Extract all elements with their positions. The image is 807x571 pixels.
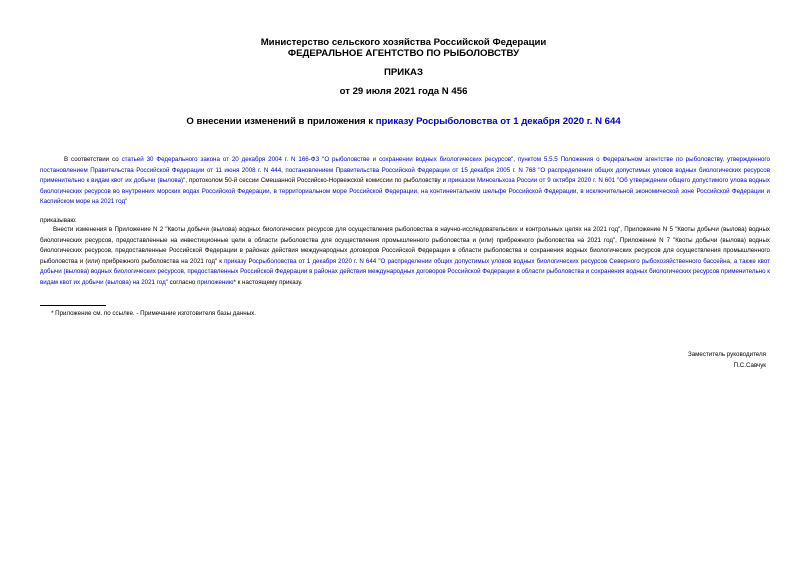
footnote-divider xyxy=(40,305,106,306)
preamble-text-2: , xyxy=(513,156,518,163)
order-text-2: согласно xyxy=(167,278,198,286)
document-type: ПРИКАЗ xyxy=(384,67,423,78)
signatory-position: Заместитель руководителя xyxy=(687,351,766,358)
document-subject xyxy=(0,116,807,128)
order-text-1: Внести изменения в Приложение N 2 "Квоты добычи (вылова) водных биологических ресурсов для осуществления рыболовства в научно-исследовательских и контрольных целях на 2021 год", Приложение N 5 "Квоты добычи (вылова) водных биологических ресурсов, предоставленные на инвестиционные цели в области рыболовства для осуществления промышленного рыболовства и (или) прибрежного рыболовства на 2021 год", Приложение N 7 "Квоты добычи (вылова) водных биологических ресурсов, предоставленные Российской Федерации в районах действия международных договоров Российской Федерации в области рыболовства и сохранения водных биологических ресурсов для осуществления промышленного рыболовства и (или) прибрежного рыболовства на 2021 год" к xyxy=(40,226,770,265)
appendix-link[interactable]: приложению xyxy=(197,278,234,286)
document-date-number: от 29 июля 2021 года N 456 xyxy=(339,86,468,97)
preamble-text-4: , протоколом 50-й сессии Смешанной Российско-Норвежской комиссии по рыболовству и xyxy=(185,177,449,185)
order-word: приказываю: xyxy=(40,217,77,224)
government-decree-768-link[interactable]: постановлением Правительства Российской Федерации от 15 декабря 2005 г. N 768 "О распределении общих допустимых уловов водных биологических ресурсов применительно к видам квот их добычи (вылова)" xyxy=(40,166,770,185)
signatory-name: П.С.Савчук xyxy=(733,362,766,369)
footnote: * Приложение см. по ссылке. - Примечание изготовителя базы данных. xyxy=(51,310,256,317)
subject-text: О внесении изменений в приложения к xyxy=(186,116,376,127)
preamble-text-1: В соответствии со xyxy=(64,156,122,163)
ministry-name: Министерство сельского хозяйства Российской Федерации xyxy=(260,37,547,48)
regulation-item-5-5-5-link[interactable]: пунктом 5.5.5 Положения о Федеральном агентстве по рыболовству, утвержденного постановлением Правительства Российской Федерации от 11 июня 2008 г. N 444 xyxy=(40,156,770,174)
order-paragraph xyxy=(40,225,770,289)
subject-order-link[interactable]: приказу Росрыболовства от 1 декабря 2020 г. N 644 xyxy=(375,116,621,127)
preamble-text-3: , xyxy=(281,166,286,174)
ministry-order-601-link[interactable]: приказом Минсельхоза России от 9 октября 2020 г. N 601 "Об утверждении общего допустимого улова водных биологических ресурсов во внутренних морских водах Российской Федерации, в территориальном море Российской Федерации, на континентальном шельфе Российской Федерации, в исключительной экономической зоне Российской Федерации и Каспийском море на 2021 год" xyxy=(40,177,770,206)
order-text-3: * к настоящему приказу. xyxy=(233,278,303,286)
agency-name: ФЕДЕРАЛЬНОЕ АГЕНТСТВО ПО РЫБОЛОВСТВУ xyxy=(287,48,520,59)
preamble-paragraph xyxy=(40,155,770,208)
order-644-link[interactable]: приказу Росрыболовства от 1 декабря 2020 г. N 644 "О распределении общих допустимых уловов водных биологических ресурсов Северного рыбохозяйственного бассейна, а также квот добычи (вылова) водных биологических ресурсов, предоставленных Российской Федерации в районах действия международных договоров Российской Федерации в области рыболовства и сохранения водных биологических ресурсов применительно к видам квот их добычи (вылова) на 2021 год" xyxy=(40,257,771,286)
law-article-30-link[interactable]: статьей 30 Федерального закона от 20 декабря 2004 г. N 166-ФЗ "О рыболовстве и сохранении водных биологических ресурсов" xyxy=(121,156,514,163)
